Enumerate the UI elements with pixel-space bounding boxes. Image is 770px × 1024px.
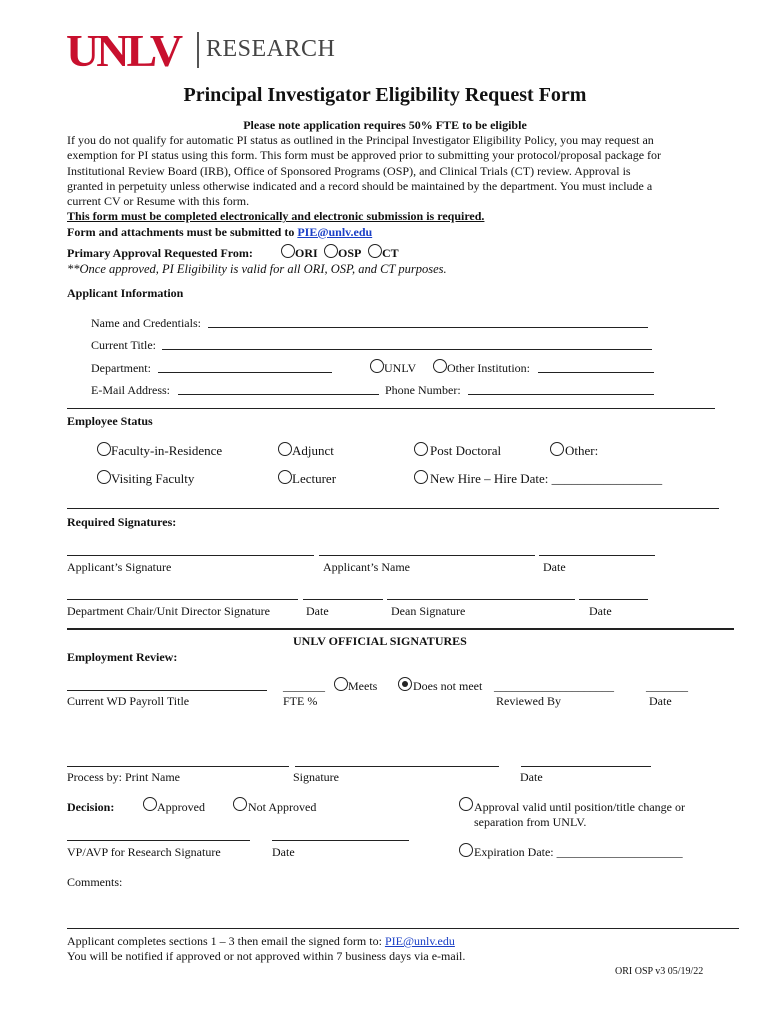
process-signature-line[interactable] bbox=[295, 766, 499, 767]
dept-chair-signature-line[interactable] bbox=[67, 599, 298, 600]
applicant-info-heading: Applicant Information bbox=[67, 286, 184, 300]
vp-signature-line[interactable] bbox=[67, 840, 250, 841]
lecturer-label: Lecturer bbox=[292, 471, 337, 486]
fte-note: Please note application requires 50% FTE to be eligible bbox=[243, 118, 527, 132]
not-approved-radio[interactable] bbox=[233, 797, 247, 811]
intro-line: current CV or Resume with this form. bbox=[67, 194, 250, 209]
does-not-meet-label: Does not meet bbox=[413, 679, 483, 693]
employee-status-heading: Employee Status bbox=[67, 414, 153, 428]
intro-line: Institutional Review Board (IRB), Office of Sponsored Programs (OSP), and Clinical Trials (CT) review. Approval is bbox=[67, 163, 631, 178]
applicant-signature-caption: Applicant’s Signature bbox=[67, 560, 172, 574]
unlv-label: UNLV bbox=[384, 361, 417, 375]
required-signatures-heading: Required Signatures: bbox=[67, 515, 177, 529]
eligibility-note: **Once approved, PI Eligibility is valid for all ORI, OSP, and CT purposes. bbox=[67, 262, 447, 276]
osp-radio[interactable] bbox=[324, 244, 338, 258]
other-institution-radio[interactable] bbox=[433, 359, 447, 373]
review-date-blank[interactable]: _______ bbox=[646, 679, 688, 693]
logo-research-text: RESEARCH bbox=[206, 36, 336, 62]
vp-date-caption: Date bbox=[272, 845, 295, 859]
dean-signature-line[interactable] bbox=[387, 599, 575, 600]
ct-label: CT bbox=[382, 246, 399, 260]
official-divider bbox=[67, 628, 734, 630]
new-hire-radio[interactable] bbox=[414, 470, 428, 484]
comments-label: Comments: bbox=[67, 875, 123, 889]
applicant-date-line[interactable] bbox=[539, 555, 655, 556]
visiting-faculty-radio[interactable] bbox=[97, 470, 111, 484]
ori-radio[interactable] bbox=[281, 244, 295, 258]
department-field[interactable] bbox=[158, 372, 332, 373]
current-title-caption: Current WD Payroll Title bbox=[67, 694, 190, 708]
title-label: Current Title: bbox=[91, 338, 157, 352]
post-doctoral-label: Post Doctoral bbox=[430, 443, 502, 458]
does-not-meet-radio[interactable] bbox=[398, 677, 412, 691]
official-signatures-heading: UNLV OFFICIAL SIGNATURES bbox=[293, 634, 467, 648]
ct-radio[interactable] bbox=[368, 244, 382, 258]
submit-instruction bbox=[67, 225, 707, 240]
phone-label: Phone Number: bbox=[385, 383, 461, 397]
approved-radio[interactable] bbox=[143, 797, 157, 811]
applicant-name-caption: Applicant’s Name bbox=[323, 560, 410, 574]
review-date-caption: Date bbox=[649, 694, 672, 708]
vp-signature-caption: VP/AVP for Research Signature bbox=[67, 845, 221, 859]
new-hire-label: New Hire – Hire Date: _________________ bbox=[430, 471, 663, 486]
decision-label: Decision: bbox=[67, 800, 115, 814]
submit-email-link[interactable]: PIE@unlv.edu bbox=[297, 224, 373, 239]
lecturer-radio[interactable] bbox=[278, 470, 292, 484]
adjunct-label: Adjunct bbox=[292, 443, 334, 458]
fte-caption: FTE % bbox=[283, 694, 318, 708]
faculty-in-residence-label: Faculty-in-Residence bbox=[111, 443, 223, 458]
process-name-caption: Process by: Print Name bbox=[67, 770, 180, 784]
name-field[interactable] bbox=[208, 327, 648, 328]
meets-label: Meets bbox=[348, 679, 378, 693]
vp-date-line[interactable] bbox=[272, 840, 409, 841]
title-field[interactable] bbox=[162, 349, 652, 350]
process-date-caption: Date bbox=[520, 770, 543, 784]
email-label: E-Mail Address: bbox=[91, 383, 170, 397]
unlv-radio[interactable] bbox=[370, 359, 384, 373]
process-name-line[interactable] bbox=[67, 766, 289, 767]
department-label: Department: bbox=[91, 361, 151, 375]
footer-notify: You will be notified if approved or not approved within 7 business days via e-mail. bbox=[67, 949, 466, 963]
applicant-signature-line[interactable] bbox=[67, 555, 314, 556]
name-label: Name and Credentials: bbox=[91, 316, 201, 330]
dean-date-caption: Date bbox=[589, 604, 612, 618]
process-signature-caption: Signature bbox=[293, 770, 339, 784]
other-institution-label: Other Institution: bbox=[447, 361, 530, 375]
osp-label: OSP bbox=[338, 246, 362, 260]
approval-valid-radio[interactable] bbox=[459, 797, 473, 811]
faculty-in-residence-radio[interactable] bbox=[97, 442, 111, 456]
process-date-line[interactable] bbox=[521, 766, 651, 767]
applicant-name-line[interactable] bbox=[319, 555, 535, 556]
reviewed-by-caption: Reviewed By bbox=[496, 694, 561, 708]
section-divider bbox=[67, 408, 715, 409]
submit-prefix: Form and attachments must be submitted to bbox=[67, 224, 298, 239]
dept-chair-signature-caption: Department Chair/Unit Director Signature bbox=[67, 604, 270, 618]
footer-instruction-text: Applicant completes sections 1 – 3 then email the signed form to: bbox=[67, 934, 385, 948]
primary-approval-label: Primary Approval Requested From: bbox=[67, 246, 253, 260]
dept-chair-date-caption: Date bbox=[306, 604, 329, 618]
other-status-label: Other: bbox=[565, 443, 599, 458]
intro-line: If you do not qualify for automatic PI status as outlined in the Principal Investigator Eligibility Policy, you may request an bbox=[67, 133, 654, 147]
unlv-logo: UNLV bbox=[66, 25, 181, 76]
reviewed-by-blank[interactable]: ____________________ bbox=[494, 679, 614, 693]
applicant-date-caption: Date bbox=[543, 560, 566, 574]
current-title-line[interactable] bbox=[67, 690, 267, 691]
approval-valid-label: Approval valid until position/title change or bbox=[474, 800, 685, 814]
employment-review-heading: Employment Review: bbox=[67, 650, 178, 664]
approval-valid-label-2: separation from UNLV. bbox=[474, 815, 587, 829]
dept-chair-date-line[interactable] bbox=[303, 599, 383, 600]
meets-radio[interactable] bbox=[334, 677, 348, 691]
dean-date-line[interactable] bbox=[579, 599, 648, 600]
version-label: ORI OSP v3 05/19/22 bbox=[615, 966, 704, 977]
comments-line[interactable] bbox=[67, 928, 739, 929]
expiration-label: Expiration Date: _____________________ bbox=[474, 845, 683, 859]
not-approved-label: Not Approved bbox=[248, 800, 317, 814]
expiration-radio[interactable] bbox=[459, 843, 473, 857]
other-institution-field[interactable] bbox=[538, 372, 654, 373]
phone-field[interactable] bbox=[468, 394, 654, 395]
electronic-notice: This form must be completed electronically and electronic submission is required. bbox=[67, 209, 485, 224]
ori-label: ORI bbox=[295, 246, 318, 260]
footer-instruction bbox=[67, 934, 455, 949]
section-divider bbox=[67, 508, 719, 509]
page-title: Principal Investigator Eligibility Request Form bbox=[183, 84, 587, 106]
visiting-faculty-label: Visiting Faculty bbox=[111, 471, 195, 486]
dean-signature-caption: Dean Signature bbox=[391, 604, 466, 618]
adjunct-radio[interactable] bbox=[278, 442, 292, 456]
email-field[interactable] bbox=[178, 394, 379, 395]
logo-divider bbox=[197, 32, 199, 68]
approved-label: Approved bbox=[157, 800, 205, 814]
intro-line: exemption for PI status using this form. This form must be approved prior to submitting your protocol/proposal package for bbox=[67, 148, 662, 163]
post-doctoral-radio[interactable] bbox=[414, 442, 428, 456]
intro-line: granted in perpetuity unless otherwise indicated and a record should be maintained by the department. You must include a bbox=[67, 178, 653, 193]
footer-email-link[interactable]: PIE@unlv.edu bbox=[384, 934, 455, 948]
fte-blank[interactable]: _______ bbox=[283, 679, 325, 693]
other-status-radio[interactable] bbox=[550, 442, 564, 456]
intro-paragraph bbox=[67, 133, 707, 240]
